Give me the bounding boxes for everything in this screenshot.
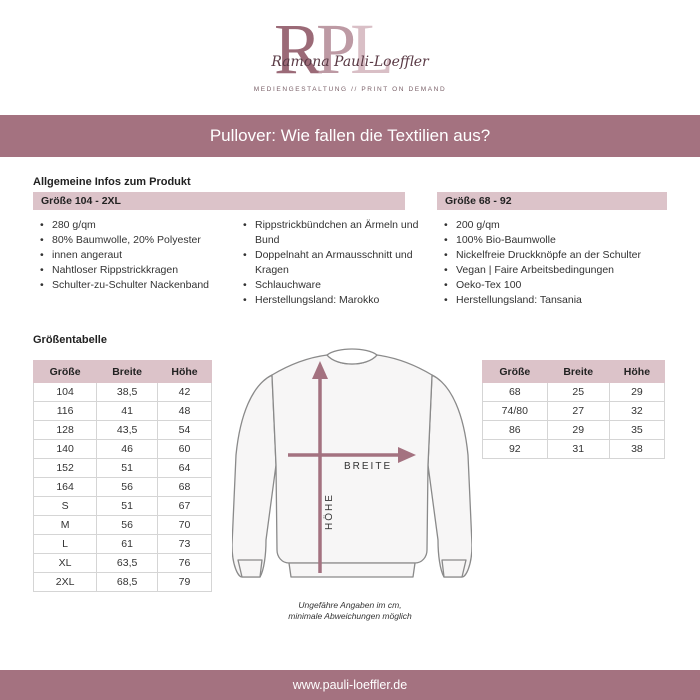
size-table-heading: Größentabelle [33,334,107,346]
list-item: • Vegan | Faire Arbeitsbedingungen [442,263,682,278]
table-row [34,554,212,573]
column-header-height: Höhe [609,361,664,383]
table-cell: 38,5 [97,383,158,402]
table-cell: 25 [547,383,609,402]
column-header-size: Größe [34,361,97,383]
list-item: • Doppelnaht an Armausschnitt und Kragen [241,248,421,278]
table-cell: 164 [34,478,97,497]
band-baby-sizes [437,192,667,210]
table-cell: L [34,535,97,554]
table-cell: 35 [609,421,664,440]
list-item: • 80% Baumwolle, 20% Polyester [38,233,238,248]
column-header-width: Breite [547,361,609,383]
band-adult-sizes [33,192,405,210]
size-table-baby [482,360,665,459]
table-cell: S [34,497,97,516]
column-header-size: Größe [483,361,548,383]
list-item: • Nickelfreie Druckknöpfe an der Schulter [442,248,682,263]
list-item: • Schulter-zu-Schulter Nackenband [38,278,238,293]
band-baby-label: Größe 68 - 92 [445,195,512,207]
table-cell: 32 [609,402,664,421]
height-label: HÖHE [324,493,335,530]
table-row [483,440,665,459]
table-cell: 48 [158,402,212,421]
list-item: • 280 g/qm [38,218,238,233]
table-cell: 46 [97,440,158,459]
info-heading: Allgemeine Infos zum Produkt [33,176,191,188]
column-header-height: Höhe [158,361,212,383]
table-cell: 51 [97,459,158,478]
list-item: • 100% Bio-Baumwolle [442,233,682,248]
table-cell: 43,5 [97,421,158,440]
table-cell: 29 [609,383,664,402]
table-cell: 79 [158,573,212,592]
title-banner [0,115,700,157]
table-row [34,478,212,497]
width-label: BREITE [344,461,393,472]
table-header-row [34,361,212,383]
sweater-illustration [232,345,472,590]
table-header-row [483,361,665,383]
table-cell: 41 [97,402,158,421]
table-cell: 92 [483,440,548,459]
table-cell: 74/80 [483,402,548,421]
band-adult-label: Größe 104 - 2XL [41,195,121,207]
page-title: Pullover: Wie fallen die Textilien aus? [209,126,491,145]
logo-tagline: MEDIENGESTALTUNG // PRINT ON DEMAND [253,86,447,93]
table-cell: 42 [158,383,212,402]
table-cell: 27 [547,402,609,421]
table-cell: 68 [158,478,212,497]
list-item: • Herstellungsland: Tansania [442,293,682,308]
table-cell: 56 [97,516,158,535]
list-item: • innen angeraut [38,248,238,263]
table-cell: 68 [483,383,548,402]
table-cell: 2XL [34,573,97,592]
list-item: • 200 g/qm [442,218,682,233]
table-row [34,516,212,535]
table-cell: 54 [158,421,212,440]
logo-monogram [274,9,434,89]
table-cell: 73 [158,535,212,554]
table-row [34,573,212,592]
table-row [483,421,665,440]
table-row [34,459,212,478]
table-cell: 63,5 [97,554,158,573]
list-item: • Rippstrickbündchen an Ärmeln und Bund [241,218,421,248]
table-row [483,402,665,421]
table-cell: 152 [34,459,97,478]
table-cell: 56 [97,478,158,497]
baby-features [442,218,682,308]
table-cell: 86 [483,421,548,440]
table-cell: XL [34,554,97,573]
table-row [34,497,212,516]
table-row [34,402,212,421]
list-item: • Schlauchware [241,278,421,293]
caption-line: Ungefähre Angaben im cm, [298,600,402,610]
table-row [34,383,212,402]
logo-letter-l: L [350,9,389,89]
table-cell: 70 [158,516,212,535]
caption-line: minimale Abweichungen möglich [288,611,412,621]
logo-script-name: Ramona Pauli-Loeffler [271,54,429,70]
table-cell: 140 [34,440,97,459]
brand-logo [0,9,700,100]
table-cell: 76 [158,554,212,573]
table-cell: 128 [34,421,97,440]
table-row [34,440,212,459]
table-cell: 64 [158,459,212,478]
table-cell: 51 [97,497,158,516]
table-cell: 68,5 [97,573,158,592]
table-row [34,535,212,554]
table-cell: 31 [547,440,609,459]
sizing-disclaimer [220,600,480,622]
table-cell: 104 [34,383,97,402]
footer-url: www.pauli-loeffler.de [292,678,408,692]
table-row [34,421,212,440]
adult-features-col1 [38,218,238,293]
adult-features-col2 [241,218,421,308]
column-header-width: Breite [97,361,158,383]
list-item: • Nahtloser Rippstrickkragen [38,263,238,278]
size-table-adult [33,360,212,592]
table-cell: 29 [547,421,609,440]
table-cell: M [34,516,97,535]
table-cell: 67 [158,497,212,516]
footer-banner [0,670,700,700]
table-cell: 61 [97,535,158,554]
list-item: • Herstellungsland: Marokko [241,293,421,308]
list-item: • Oeko-Tex 100 [442,278,682,293]
table-row [483,383,665,402]
table-cell: 116 [34,402,97,421]
logo-letter-r: R [274,9,317,89]
table-cell: 60 [158,440,212,459]
table-cell: 38 [609,440,664,459]
logo-letter-p: P [316,9,351,89]
